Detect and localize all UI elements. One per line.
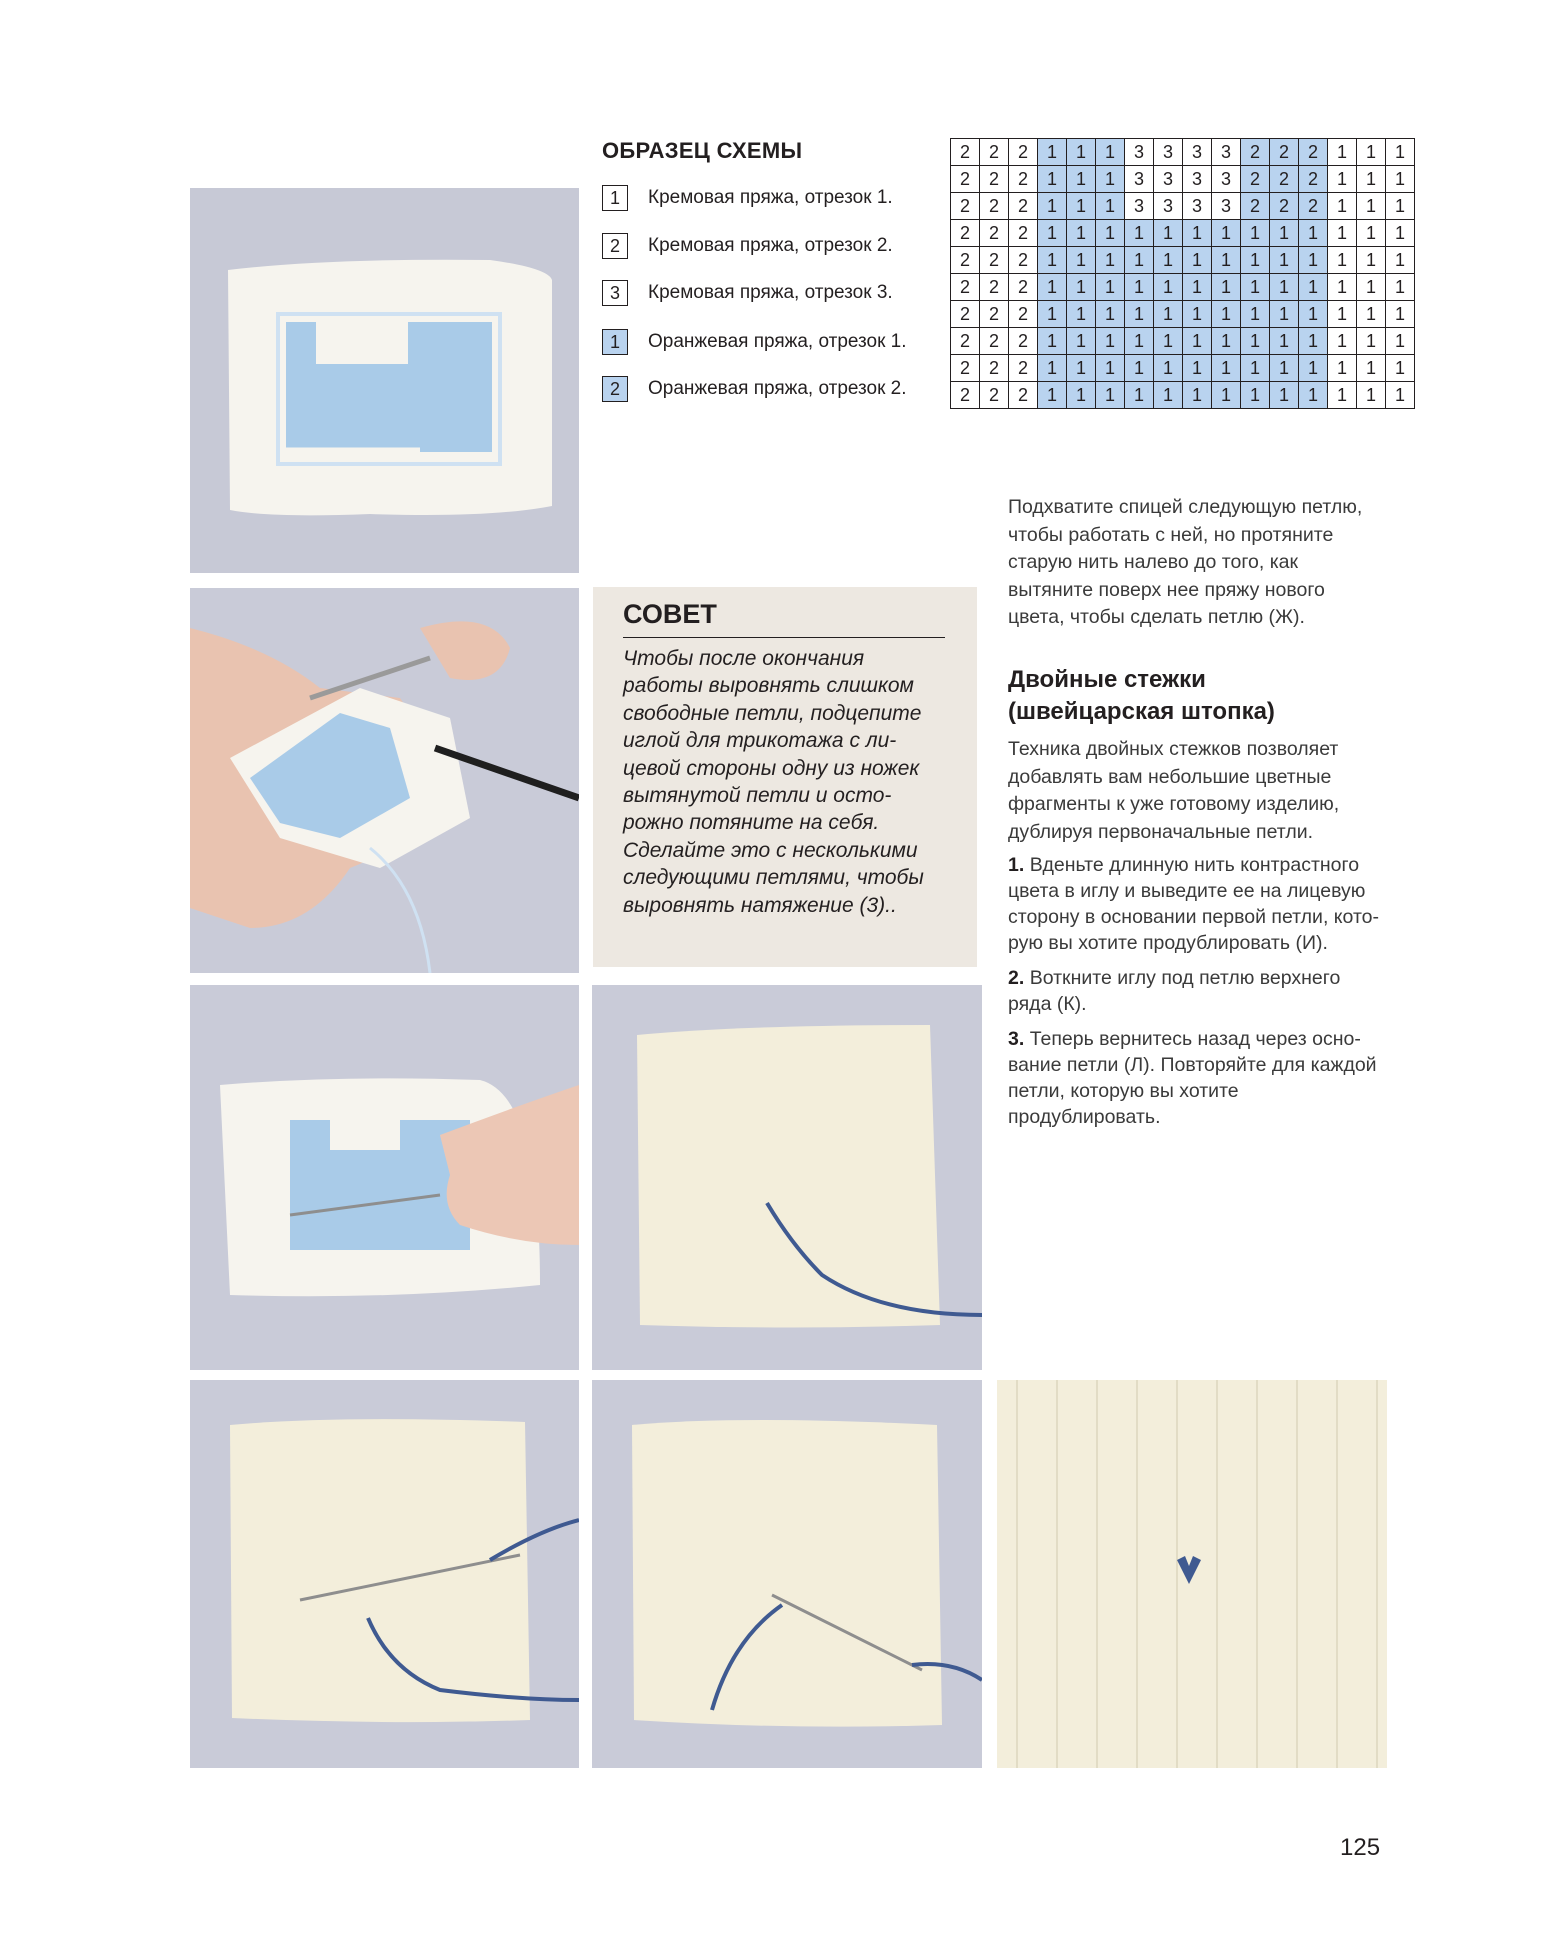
chart-cell: 2 [980, 382, 1009, 409]
chart-cell: 2 [1270, 139, 1299, 166]
chart-cell: 1 [1357, 139, 1386, 166]
step-number: 2. [1008, 967, 1025, 989]
chart-row [951, 139, 1415, 166]
step-1 [1008, 852, 1388, 956]
chart-cell: 2 [1009, 301, 1038, 328]
step-number: 3. [1008, 1028, 1025, 1050]
intro-line: вытяните поверх нее пряжу нового [1008, 578, 1325, 601]
step-number: 1. [1008, 854, 1025, 876]
chart-cell: 2 [1299, 166, 1328, 193]
chart-cell: 1 [1067, 382, 1096, 409]
legend-title: ОБРАЗЕЦ СХЕМЫ [602, 138, 803, 163]
chart-cell: 1 [1328, 220, 1357, 247]
chart-cell: 1 [1328, 166, 1357, 193]
chart-cell: 1 [1212, 301, 1241, 328]
chart-cell: 1 [1357, 382, 1386, 409]
chart-cell: 2 [951, 274, 980, 301]
chart-cell: 1 [1154, 328, 1183, 355]
chart-cell: 1 [1357, 166, 1386, 193]
chart-row [951, 301, 1415, 328]
legend-swatch-cream: 2 [602, 233, 628, 259]
chart-cell: 1 [1270, 274, 1299, 301]
chart-cell: 1 [1067, 247, 1096, 274]
chart-cell: 1 [1386, 328, 1415, 355]
chart-cell: 1 [1096, 301, 1125, 328]
chart-cell: 2 [1009, 193, 1038, 220]
chart-cell: 1 [1241, 301, 1270, 328]
chart-cell: 1 [1386, 382, 1415, 409]
chart-cell: 1 [1096, 166, 1125, 193]
legend-label: Оранжевая пряжа, отрезок 2. [648, 378, 907, 399]
chart-cell: 3 [1212, 139, 1241, 166]
chart-cell: 1 [1386, 355, 1415, 382]
chart-cell: 1 [1038, 328, 1067, 355]
chart-cell: 1 [1067, 166, 1096, 193]
page-number: 125 [1340, 1834, 1381, 1861]
step-line: сторону в основании первой петли, кото- [1008, 906, 1380, 928]
tip-box [593, 587, 977, 967]
legend-item-cream-3 [602, 278, 893, 308]
chart-cell: 1 [1386, 166, 1415, 193]
chart-cell: 2 [951, 382, 980, 409]
tip-line: выровнять натяжение (3).. [623, 893, 897, 917]
section-title-line: Двойные стежки [1008, 666, 1206, 693]
intro-line: чтобы работать с ней, но протяните [1008, 523, 1334, 546]
intro-line: старую нить налево до того, как [1008, 551, 1299, 574]
chart-cell: 1 [1328, 193, 1357, 220]
chart-cell: 1 [1067, 139, 1096, 166]
chart-cell: 1 [1357, 220, 1386, 247]
chart-cell: 2 [1009, 355, 1038, 382]
tip-line: рожно потяните на себя. [623, 811, 880, 835]
chart-cell: 3 [1125, 193, 1154, 220]
desc-line: Техника двойных стежков позволяет [1008, 738, 1339, 760]
legend-item-cream-2 [602, 231, 893, 261]
chart-cell: 1 [1096, 247, 1125, 274]
chart-cell: 1 [1212, 274, 1241, 301]
chart-cell: 2 [1241, 166, 1270, 193]
chart-cell: 1 [1386, 220, 1415, 247]
chart-cell: 2 [980, 139, 1009, 166]
legend-label: Кремовая пряжа, отрезок 1. [648, 187, 893, 208]
chart-cell: 1 [1125, 328, 1154, 355]
chart-row [951, 220, 1415, 247]
chart-cell: 1 [1183, 355, 1212, 382]
legend-label: Кремовая пряжа, отрезок 3. [648, 282, 893, 303]
chart-cell: 2 [1299, 139, 1328, 166]
chart-cell: 1 [1270, 220, 1299, 247]
chart-cell: 1 [1154, 355, 1183, 382]
chart-cell: 1 [1154, 247, 1183, 274]
chart-cell: 1 [1038, 355, 1067, 382]
chart-cell: 1 [1386, 274, 1415, 301]
chart-cell: 1 [1386, 247, 1415, 274]
chart-cell: 3 [1183, 139, 1212, 166]
chart-cell: 1 [1125, 301, 1154, 328]
chart-cell: 1 [1125, 355, 1154, 382]
chart-cell: 1 [1328, 139, 1357, 166]
chart-cell: 2 [980, 328, 1009, 355]
chart-cell: 1 [1328, 328, 1357, 355]
chart-cell: 2 [980, 274, 1009, 301]
legend-label: Кремовая пряжа, отрезок 2. [648, 235, 893, 256]
chart-cell: 2 [980, 193, 1009, 220]
desc-line: дублируя первоначальные петли. [1008, 820, 1314, 843]
chart-cell: 1 [1357, 247, 1386, 274]
chart-cell: 2 [980, 220, 1009, 247]
legend-item-blue-2 [602, 374, 907, 404]
chart-cell: 1 [1183, 247, 1212, 274]
section-title-line: (швейцарская штопка) [1008, 698, 1275, 725]
step-2 [1008, 965, 1388, 1017]
photo-e-knitting-hands [190, 588, 579, 973]
chart-cell: 1 [1299, 382, 1328, 409]
chart-cell: 1 [1125, 382, 1154, 409]
chart-cell: 1 [1096, 193, 1125, 220]
chart-cell: 1 [1038, 274, 1067, 301]
chart-cell: 1 [1096, 139, 1125, 166]
tip-text [623, 645, 953, 919]
chart-cell: 1 [1328, 382, 1357, 409]
chart-cell: 2 [1009, 382, 1038, 409]
chart-cell: 1 [1270, 247, 1299, 274]
tip-title: СОВЕТ [623, 599, 717, 629]
desc-line: фрагменты к уже готовому изделию, [1008, 793, 1340, 816]
tip-line: вытянутой петли и осто- [623, 784, 892, 808]
chart-cell: 1 [1270, 355, 1299, 382]
chart-cell: 2 [1009, 139, 1038, 166]
chart-cell: 1 [1067, 220, 1096, 247]
intro-line: цвета, чтобы сделать петлю (Ж). [1008, 606, 1305, 629]
chart-cell: 2 [951, 166, 980, 193]
chart-cell: 2 [951, 220, 980, 247]
chart-cell: 2 [951, 247, 980, 274]
chart-cell: 1 [1270, 328, 1299, 355]
chart-cell: 2 [1241, 139, 1270, 166]
tip-line: свободные петли, подцепите [623, 701, 922, 725]
chart-cell: 2 [1299, 193, 1328, 220]
chart-cell: 1 [1270, 382, 1299, 409]
chart-cell: 1 [1328, 355, 1357, 382]
chart-cell: 1 [1357, 328, 1386, 355]
step-line: вание петли (Л). Повторяйте для каждой [1008, 1054, 1377, 1076]
tip-line: Сделайте это с несколькими [623, 838, 918, 862]
chart-cell: 1 [1038, 301, 1067, 328]
chart-cell: 1 [1328, 301, 1357, 328]
chart-cell: 1 [1096, 355, 1125, 382]
chart-row [951, 382, 1415, 409]
chart-cell: 1 [1096, 382, 1125, 409]
chart-row [951, 247, 1415, 274]
step-line: ряда (К). [1008, 993, 1087, 1015]
chart-cell: 1 [1154, 220, 1183, 247]
intro-line: Подхватите спицей следующую петлю, [1008, 496, 1363, 518]
chart-cell: 3 [1212, 166, 1241, 193]
chart-cell: 1 [1183, 328, 1212, 355]
chart-cell: 1 [1299, 247, 1328, 274]
chart-cell: 1 [1067, 274, 1096, 301]
legend-swatch-cream: 3 [602, 280, 628, 306]
chart-cell: 1 [1357, 193, 1386, 220]
chart-cell: 1 [1241, 328, 1270, 355]
chart-cell: 1 [1067, 193, 1096, 220]
chart-cell: 1 [1038, 247, 1067, 274]
legend-swatch-blue: 1 [602, 329, 628, 355]
chart-cell: 1 [1241, 355, 1270, 382]
tip-line: цевой стороны одну из ножек [623, 756, 920, 780]
chart-cell: 2 [1270, 166, 1299, 193]
chart-cell: 1 [1212, 247, 1241, 274]
chart-cell: 1 [1038, 166, 1067, 193]
chart-cell: 2 [951, 139, 980, 166]
chart-cell: 1 [1357, 301, 1386, 328]
chart-cell: 1 [1299, 274, 1328, 301]
chart-row [951, 274, 1415, 301]
tip-line: Чтобы после окончания [623, 647, 865, 670]
chart-cell: 1 [1212, 382, 1241, 409]
chart-cell: 1 [1096, 274, 1125, 301]
step-line: петли, которую вы хотите продублировать. [1008, 1080, 1239, 1128]
chart-cell: 2 [1009, 328, 1038, 355]
photo-zh-needle-through-stitches [190, 985, 579, 1370]
chart-cell: 3 [1125, 139, 1154, 166]
step-line: Воткните иглу под петлю верхнего [1029, 967, 1341, 989]
step-line: Теперь вернитесь назад через осно- [1029, 1028, 1361, 1050]
step-line: Вденьте длинную нить контрастного [1029, 854, 1360, 876]
chart-cell: 1 [1096, 328, 1125, 355]
photo-z-cream-swatch-yarn [592, 985, 982, 1370]
chart-row [951, 166, 1415, 193]
chart-cell: 3 [1183, 193, 1212, 220]
chart-cell: 2 [980, 247, 1009, 274]
chart-cell: 3 [1154, 193, 1183, 220]
chart-cell: 2 [951, 193, 980, 220]
step-line: цвета в иглу и выведите ее на лицевую [1008, 880, 1366, 902]
chart-cell: 1 [1038, 193, 1067, 220]
chart-cell: 2 [951, 328, 980, 355]
chart-cell: 1 [1125, 220, 1154, 247]
chart-cell: 3 [1154, 166, 1183, 193]
chart-cell: 1 [1038, 220, 1067, 247]
tip-line: работы выровнять слишком [623, 674, 914, 698]
chart-row [951, 193, 1415, 220]
chart-cell: 1 [1299, 328, 1328, 355]
chart-cell: 2 [1009, 274, 1038, 301]
chart-cell: 1 [1386, 193, 1415, 220]
chart-cell: 1 [1125, 247, 1154, 274]
legend-label: Оранжевая пряжа, отрезок 1. [648, 331, 907, 352]
chart-cell: 2 [1270, 193, 1299, 220]
chart-cell: 1 [1183, 220, 1212, 247]
chart-cell: 1 [1125, 274, 1154, 301]
chart-cell: 1 [1241, 382, 1270, 409]
chart-cell: 1 [1183, 274, 1212, 301]
chart-cell: 1 [1067, 328, 1096, 355]
chart-cell: 1 [1096, 220, 1125, 247]
chart-row [951, 328, 1415, 355]
section-title [1008, 664, 1275, 728]
tip-line: иглой для трикотажа с ли- [623, 729, 897, 753]
chart-cell: 2 [980, 166, 1009, 193]
chart-cell: 1 [1067, 355, 1096, 382]
chart-cell: 1 [1154, 382, 1183, 409]
tip-divider [623, 637, 945, 638]
chart-cell: 1 [1299, 355, 1328, 382]
chart-cell: 1 [1357, 355, 1386, 382]
chart-cell: 2 [1009, 220, 1038, 247]
legend-swatch-blue: 2 [602, 376, 628, 402]
chart-cell: 1 [1212, 355, 1241, 382]
chart-cell: 1 [1299, 301, 1328, 328]
photo-k-needle-under-upper-stitch [592, 1380, 982, 1768]
chart-cell: 1 [1212, 328, 1241, 355]
chart-cell: 2 [1009, 166, 1038, 193]
chart-cell: 1 [1386, 139, 1415, 166]
chart-cell: 2 [1009, 247, 1038, 274]
chart-cell: 3 [1183, 166, 1212, 193]
chart-cell: 2 [951, 355, 980, 382]
chart-cell: 1 [1328, 247, 1357, 274]
section-description [1008, 736, 1339, 846]
chart-cell: 3 [1125, 166, 1154, 193]
photo-d-intarsia-swatch [190, 188, 579, 573]
chart-cell: 1 [1241, 274, 1270, 301]
legend-item-cream-1 [602, 183, 893, 213]
desc-line: добавлять вам небольшие цветные [1008, 765, 1332, 788]
chart-cell: 1 [1241, 220, 1270, 247]
chart-cell: 1 [1067, 301, 1096, 328]
chart-cell: 1 [1154, 274, 1183, 301]
chart-cell: 1 [1328, 274, 1357, 301]
tip-line: следующими петлями, чтобы [623, 866, 924, 890]
pattern-chart-grid [950, 138, 1415, 409]
chart-cell: 1 [1386, 301, 1415, 328]
chart-cell: 1 [1270, 301, 1299, 328]
photo-i-needle-base-of-stitch [190, 1380, 579, 1768]
chart-cell: 1 [1212, 220, 1241, 247]
chart-cell: 3 [1154, 139, 1183, 166]
chart-cell: 2 [1241, 193, 1270, 220]
legend-swatch-cream: 1 [602, 185, 628, 211]
photo-l-duplicate-stitch-closeup [997, 1380, 1387, 1768]
chart-cell: 1 [1038, 139, 1067, 166]
chart-cell: 1 [1154, 301, 1183, 328]
intro-paragraph [1008, 494, 1362, 632]
chart-cell: 1 [1183, 382, 1212, 409]
legend-item-blue-1 [602, 327, 907, 357]
step-line: рую вы хотите продублировать (И). [1008, 932, 1328, 954]
chart-cell: 1 [1357, 274, 1386, 301]
chart-cell: 2 [980, 301, 1009, 328]
chart-cell: 1 [1241, 247, 1270, 274]
chart-cell: 2 [980, 355, 1009, 382]
chart-cell: 1 [1038, 382, 1067, 409]
chart-cell: 1 [1183, 301, 1212, 328]
chart-cell: 2 [951, 301, 980, 328]
chart-cell: 1 [1299, 220, 1328, 247]
chart-row [951, 355, 1415, 382]
chart-cell: 3 [1212, 193, 1241, 220]
step-3 [1008, 1026, 1388, 1130]
